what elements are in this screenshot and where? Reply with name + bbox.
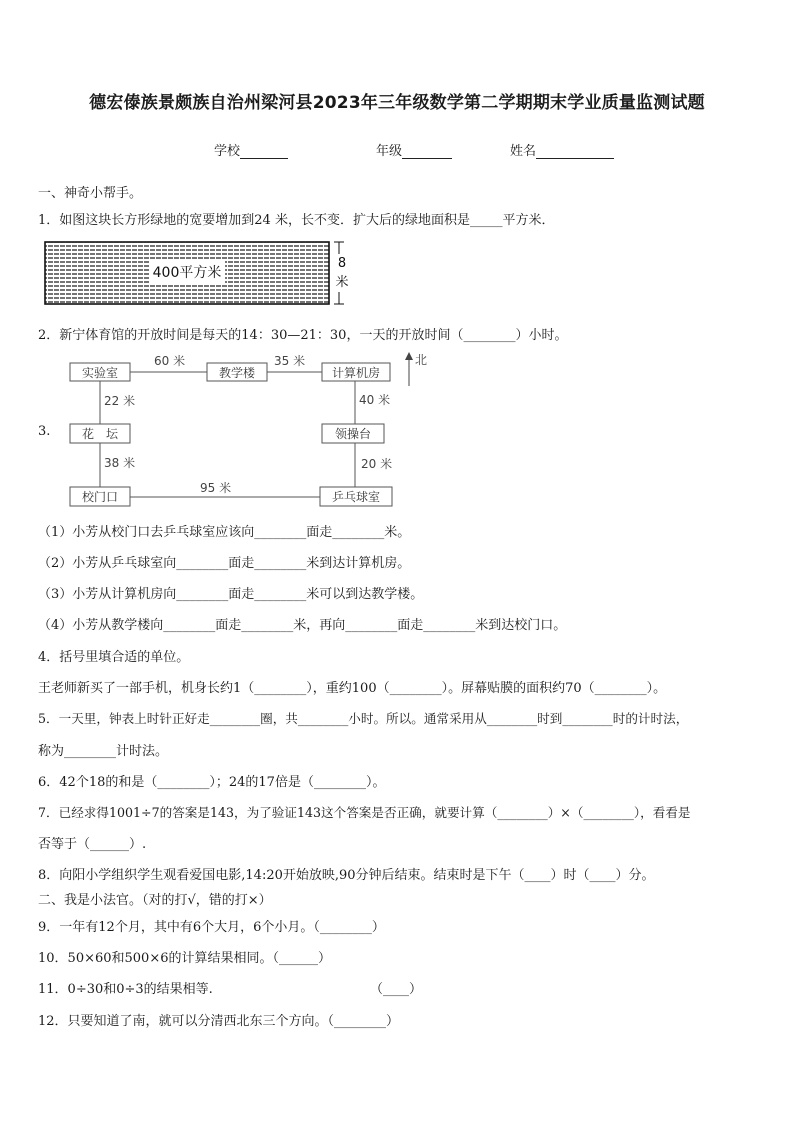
rectangle-figure bbox=[44, 240, 354, 308]
node-garden: 花 坛 bbox=[81, 427, 119, 441]
question-7-cont: 否等于（______）. bbox=[38, 837, 147, 852]
question-9: 9．一年有12个月，其中有6个大月，6个小月。（________） bbox=[38, 920, 385, 935]
question-3-3: （3）小芳从计算机房向________面走________米可以到达教学楼。 bbox=[38, 587, 424, 602]
dist-teach-computer: 35 米 bbox=[274, 354, 306, 368]
school-label: 学校 bbox=[214, 144, 241, 159]
grade-blank[interactable] bbox=[402, 144, 452, 159]
question-4-detail: 王老师新买了一部手机，机身长约1（________），重约100（________）。屏幕贴膜的面积约70（________）。 bbox=[38, 681, 667, 696]
dist-lab-garden: 22 米 bbox=[104, 394, 136, 408]
dist-lab-teach: 60 米 bbox=[154, 354, 186, 368]
dist-gate-pingpong: 95 米 bbox=[200, 481, 232, 495]
question-3-1: （1）小芳从校门口去乒乓球室应该向________面走________米。 bbox=[38, 525, 411, 540]
dist-garden-gate: 38 米 bbox=[104, 456, 136, 470]
node-gate: 校门口 bbox=[81, 490, 119, 504]
school-blank[interactable] bbox=[240, 144, 288, 159]
section-1-heading: 一、神奇小帮手。 bbox=[38, 186, 143, 201]
area-label: 400平方米 bbox=[152, 265, 222, 281]
north-arrow-icon bbox=[405, 352, 427, 386]
width-label-unit: 米 bbox=[335, 275, 349, 290]
question-12: 12．只要知道了南，就可以分清西北东三个方向。（________） bbox=[38, 1014, 400, 1029]
question-8: 8．向阳小学组织学生观看爱国电影,14:20开始放映,90分钟后结束。结束时是下午（____）时（____）分。 bbox=[38, 868, 655, 883]
question-3-number: 3. bbox=[38, 424, 51, 439]
dist-computer-stage: 40 米 bbox=[359, 393, 391, 407]
question-11: 11．0÷30和0÷3的结果相等. bbox=[38, 982, 213, 997]
question-6: 6．42个18的和是（________）；24的17倍是（________）。 bbox=[38, 775, 386, 790]
school-field bbox=[214, 140, 288, 159]
name-field bbox=[510, 140, 614, 159]
width-label-number: 8 bbox=[337, 256, 347, 271]
north-label: 北 bbox=[415, 353, 428, 367]
node-computer: 计算机房 bbox=[331, 366, 381, 380]
question-3-4: （4）小芳从教学楼向________面走________米，再向________面走________米到达校门口。 bbox=[38, 618, 567, 633]
question-7: 7．已经求得1001÷7的答案是143，为了验证143这个答案是否正确，就要计算（________）×（________），看看是 bbox=[38, 805, 691, 820]
name-blank[interactable] bbox=[536, 144, 614, 159]
question-11-blank[interactable]: （____） bbox=[370, 982, 423, 997]
node-stage: 领操台 bbox=[334, 427, 372, 441]
grade-label: 年级 bbox=[376, 144, 403, 159]
name-label: 姓名 bbox=[510, 144, 537, 159]
node-pingpong: 乒乓球室 bbox=[331, 490, 381, 504]
node-lab: 实验室 bbox=[81, 366, 119, 380]
dist-stage-pingpong: 20 米 bbox=[361, 457, 393, 471]
school-map bbox=[60, 348, 440, 514]
question-1: 1．如图这块长方形绿地的宽要增加到24 米，长不变．扩大后的绿地面积是_____平方米． bbox=[38, 213, 555, 228]
grade-field bbox=[376, 140, 452, 159]
question-2: 2．新宁体育馆的开放时间是每天的14：30—21：30，一天的开放时间（________）小时。 bbox=[38, 328, 568, 343]
question-3-2: （2）小芳从乒乓球室向________面走________米到达计算机房。 bbox=[38, 556, 411, 571]
section-2-heading: 二、我是小法官。（对的打√，错的打×） bbox=[38, 893, 272, 908]
question-4: 4．括号里填合适的单位。 bbox=[38, 650, 190, 665]
page-title: 德宏傣族景颇族自治州梁河县2023年三年级数学第二学期期末学业质量监测试题 bbox=[89, 93, 705, 113]
node-teach: 教学楼 bbox=[218, 366, 256, 380]
question-5-cont: 称为________计时法。 bbox=[38, 744, 169, 759]
question-5: 5．一天里，钟表上时针正好走________圈，共________小时。所以。通常采用从________时到________时的计时法， bbox=[38, 711, 689, 726]
question-10: 10．50×60和500×6的计算结果相同。（______） bbox=[38, 951, 331, 966]
